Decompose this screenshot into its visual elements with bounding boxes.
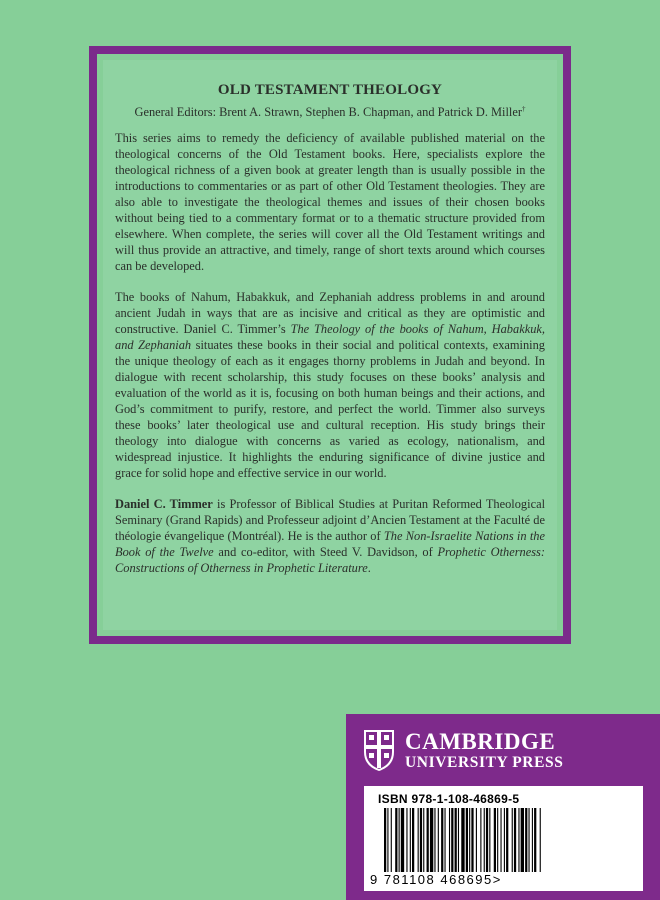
barcode-bar: [532, 808, 533, 872]
book-intro: The books of Nahum, Habakkuk, and Zephaniah address problems in and around ancient Judah in ways that are as incisive and critical as they are optimistic and constructive. Daniel C. Timmer’s: [115, 290, 545, 337]
barcode-bar: [387, 808, 388, 872]
publisher-panel: [346, 714, 660, 900]
barcode-bar: [466, 808, 468, 872]
barcode-bar: [476, 808, 477, 872]
barcode-bar: [494, 808, 496, 872]
barcode-bar: [455, 808, 457, 872]
series-editors: [115, 105, 545, 120]
barcode-bar: [534, 808, 536, 872]
barcode-bar: [518, 808, 519, 872]
barcode-bar: [430, 808, 433, 872]
barcode-bar: [461, 808, 464, 872]
barcode-bar: [540, 808, 541, 872]
barcode-bar: [384, 808, 386, 872]
barcode-digits: [370, 872, 502, 887]
book-title: The Theology of the books of Nahum, Habakkuk, and Zephaniah: [115, 322, 545, 353]
barcode-bar: [514, 808, 516, 872]
publisher-logo: [362, 728, 563, 772]
text-frame: [89, 46, 571, 644]
isbn-label: ISBN 978-1-108-46869-5: [378, 792, 520, 806]
barcode-bar: [395, 808, 397, 872]
series-title: OLD TESTAMENT THEOLOGY: [217, 82, 443, 98]
barcode-arrow: >: [492, 872, 502, 887]
barcode-bar: [471, 808, 473, 872]
barcode-bar: [486, 808, 488, 872]
barcode-bar: [451, 808, 453, 872]
barcode-bar: [423, 808, 424, 872]
barcode: [364, 786, 643, 891]
barcode-bar: [497, 808, 498, 872]
author-work-1: The Non-Israelite Nations in the Book of the Twelve: [115, 529, 545, 560]
barcode-bar: [412, 808, 414, 872]
author-bio-part-3: .: [367, 561, 371, 576]
barcode-bar: [528, 808, 529, 872]
barcode-bar: [506, 808, 508, 872]
text-panel: [103, 60, 557, 630]
barcode-bar: [512, 808, 513, 872]
barcode-bar: [434, 808, 435, 872]
book-rest: situates these books in their social and political contexts, examining the unique theology of each as it engages thorny problems in Judah and beyond. In dialogue with recent scholarship, this study focuses on these books’ analysis and evaluation of the world as it is, focusing on both human beings and their actions, and God’s commitment to purify, restore, and perfect the world. Timmer also surveys these books’ later theological use and cultural reception. His study brings their theology into dialogue with concerns as varied as ecology, nationalism, and widespread injustice. It highlights the enduring significance of divine justice and grace for solid hope and effective service in our world.: [115, 338, 545, 481]
barcode-bar: [525, 808, 527, 872]
book-description: [115, 289, 545, 481]
author-work-2: Prophetic Otherness: Constructions of Otherness in Prophetic Literature: [115, 545, 545, 576]
barcode-bar: [401, 808, 404, 872]
barcode-bar: [480, 808, 481, 872]
barcode-bar: [489, 808, 490, 872]
barcode-bar: [427, 808, 429, 872]
barcode-bar: [469, 808, 470, 872]
series-editors-text: General Editors: Brent A. Strawn, Stephen B. Chapman, and Patrick D. Miller: [134, 105, 522, 120]
barcode-bar: [500, 808, 501, 872]
publisher-name-line2: UNIVERSITY PRESS: [405, 753, 564, 771]
barcode-bars: [384, 808, 630, 872]
publisher-name-line1: CAMBRIDGE: [405, 728, 556, 754]
barcode-bar: [406, 808, 407, 872]
barcode-bar: [521, 808, 524, 872]
barcode-bar: [438, 808, 439, 872]
editor-mark: †: [521, 105, 526, 113]
barcode-bar: [458, 808, 459, 872]
series-description: This series aims to remedy the deficiency of available published material on the theological concerns of the Old Testament books. Here, specialists explore the theological richness of a given book at greater length than is usually possible in the introductions to commentaries or as part of other Old Testament theologies. They are also able to investigate the theological themes and issues of their chosen books without being tied to a commentary format or to a thematic structure provided from elsewhere. When complete, the series will cover all the Old Testament writings and will thus provide an attractive, and timely, range of short texts around which courses can be developed.: [115, 131, 545, 274]
author-bio-part-2: and co-editor, with Steed V. Davidson, of: [213, 545, 438, 560]
barcode-bar: [420, 808, 422, 872]
author-bio: [115, 496, 545, 576]
publisher-name: [405, 730, 563, 771]
barcode-bar: [418, 808, 419, 872]
barcode-bar: [399, 808, 400, 872]
barcode-bar: [444, 808, 445, 872]
barcode-bar: [441, 808, 443, 872]
barcode-number: 9 781108 468695: [370, 872, 493, 887]
author-name: Daniel C. Timmer: [115, 497, 213, 512]
cambridge-crest-icon: [362, 728, 396, 772]
author-bio-part-1: is Professor of Biblical Studies at Puritan Reformed Theological Seminary (Grand Rapids) and Professeur adjoint d’Ancien Testament at the Faculté de théologie évangelique (Montréal). He is the author of: [115, 497, 546, 544]
barcode-bar: [504, 808, 505, 872]
barcode-bar: [449, 808, 450, 872]
barcode-bar: [410, 808, 411, 872]
barcode-bar: [391, 808, 392, 872]
barcode-bar: [484, 808, 485, 872]
